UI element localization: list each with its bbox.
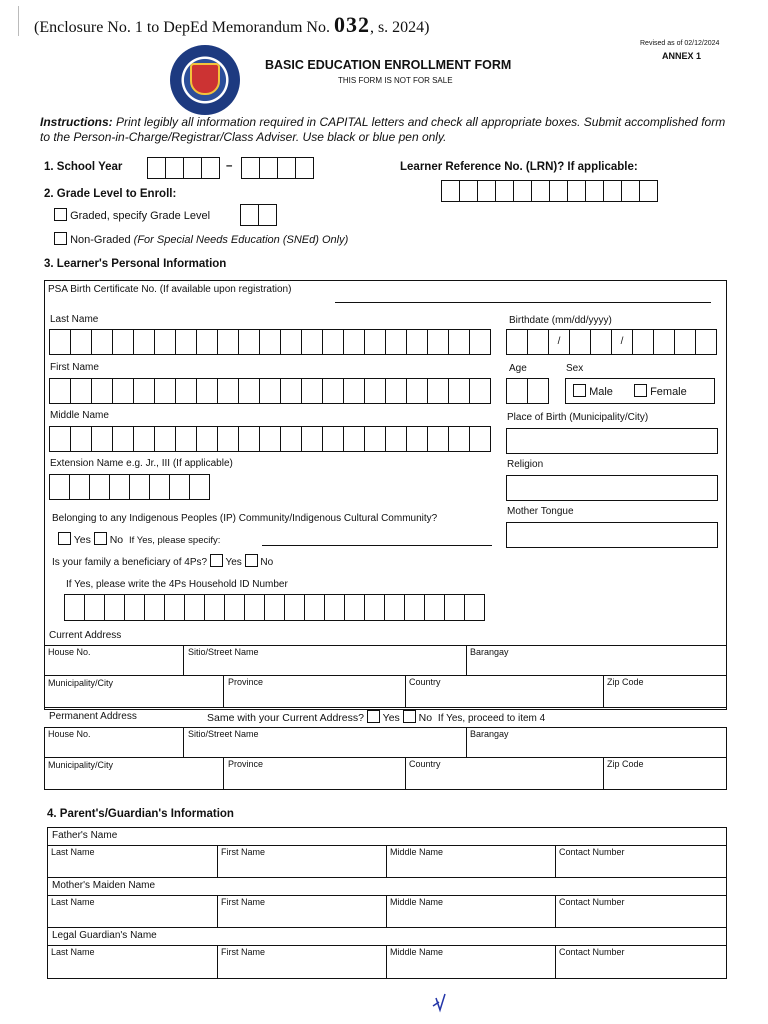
current-country-cell[interactable] bbox=[405, 675, 604, 708]
same-no-checkbox[interactable] bbox=[403, 710, 416, 723]
permanent-address-label: Permanent Address bbox=[49, 711, 137, 722]
mother-tongue-label: Mother Tongue bbox=[507, 506, 574, 517]
religion-label: Religion bbox=[507, 459, 544, 470]
mother-middle-label: Middle Name bbox=[390, 897, 444, 907]
male-checkbox[interactable] bbox=[573, 384, 586, 397]
current-street-label: Sitio/Street Name bbox=[188, 647, 259, 657]
permanent-province-cell[interactable] bbox=[223, 757, 406, 790]
annex-label: ANNEX 1 bbox=[662, 51, 702, 61]
current-barangay-label: Barangay bbox=[470, 647, 509, 657]
permanent-province-label: Province bbox=[228, 759, 264, 769]
form-subtitle: THIS FORM IS NOT FOR SALE bbox=[338, 76, 453, 85]
mother-last-cell[interactable] bbox=[47, 895, 218, 928]
last-name-label: Last Name bbox=[50, 314, 99, 325]
permanent-zip-label: Zip Code bbox=[607, 759, 644, 769]
grade-level-label: 2. Grade Level to Enroll: bbox=[44, 188, 177, 200]
fourps-id-boxes[interactable] bbox=[65, 594, 485, 621]
birthdate-label: Birthdate (mm/dd/yyyy) bbox=[509, 315, 612, 326]
current-municipality-label: Municipality/City bbox=[48, 678, 114, 688]
permanent-barangay-cell[interactable] bbox=[466, 727, 727, 758]
permanent-house-label: House No. bbox=[48, 729, 91, 739]
ip-no-label: No bbox=[109, 534, 124, 546]
mother-contact-cell[interactable] bbox=[555, 895, 727, 928]
age-boxes[interactable] bbox=[507, 378, 549, 404]
mother-header bbox=[47, 877, 727, 896]
mother-last-label: Last Name bbox=[51, 897, 95, 907]
pob-field[interactable] bbox=[506, 428, 718, 454]
same-yes-label: Yes bbox=[382, 712, 400, 724]
current-address-label: Current Address bbox=[49, 630, 122, 641]
enclosure-line bbox=[34, 12, 430, 38]
female-option bbox=[634, 384, 687, 398]
extension-boxes[interactable] bbox=[50, 474, 210, 500]
extension-label: Extension Name e.g. Jr., III (If applicable) bbox=[50, 458, 233, 469]
initial-mark-icon bbox=[430, 992, 450, 1014]
year-dash: – bbox=[226, 160, 233, 172]
ip-yes-checkbox[interactable] bbox=[58, 532, 71, 545]
graded-option bbox=[54, 208, 210, 222]
school-year-label: 1. School Year bbox=[44, 161, 123, 173]
graded-checkbox[interactable] bbox=[54, 208, 67, 221]
father-contact-cell[interactable] bbox=[555, 845, 727, 878]
nongraded-label: Non-Graded bbox=[70, 234, 131, 246]
current-house-label: House No. bbox=[48, 647, 91, 657]
father-last-cell[interactable] bbox=[47, 845, 218, 878]
middle-name-boxes[interactable] bbox=[50, 426, 491, 452]
birthdate-slash-1: / bbox=[548, 329, 570, 355]
current-country-label: Country bbox=[409, 677, 441, 687]
father-header bbox=[47, 827, 727, 846]
first-name-boxes[interactable] bbox=[50, 378, 491, 404]
first-name-label: First Name bbox=[50, 362, 99, 373]
guardian-first-label: First Name bbox=[221, 947, 266, 957]
age-label: Age bbox=[509, 363, 527, 374]
psa-line[interactable] bbox=[335, 302, 711, 303]
guardian-middle-cell[interactable] bbox=[386, 945, 556, 979]
school-year-start-boxes[interactable] bbox=[148, 157, 220, 179]
parents-table bbox=[47, 827, 727, 979]
permanent-municipality-cell[interactable] bbox=[44, 757, 224, 790]
mother-middle-cell[interactable] bbox=[386, 895, 556, 928]
permanent-street-label: Sitio/Street Name bbox=[188, 729, 259, 739]
guardian-middle-label: Middle Name bbox=[390, 947, 444, 957]
permanent-address-grid bbox=[44, 727, 727, 790]
current-address-grid bbox=[44, 645, 727, 708]
fourps-id-label: If Yes, please write the 4Ps Household ID Number bbox=[66, 579, 288, 590]
permanent-house-cell[interactable] bbox=[44, 727, 184, 758]
lrn-label: Learner Reference No. (LRN)? If applicable: bbox=[400, 161, 638, 173]
sex-label: Sex bbox=[566, 363, 584, 374]
current-zip-cell[interactable] bbox=[603, 675, 727, 708]
religion-field[interactable] bbox=[506, 475, 718, 501]
last-name-boxes[interactable] bbox=[50, 329, 491, 355]
permanent-zip-cell[interactable] bbox=[603, 757, 727, 790]
ip-specify-label: If Yes, please specify: bbox=[129, 535, 221, 546]
same-address-question: Same with your Current Address? bbox=[207, 712, 364, 724]
instructions-body: Print legibly all information required in CAPITAL letters and check all appropriate boxes. Submit accomplished form to the Person-in-Charge/Registrar/Class Adviser. Use black or blue pen only. bbox=[40, 115, 726, 144]
fourps-question: Is your family a beneficiary of 4Ps? bbox=[52, 557, 208, 568]
female-label: Female bbox=[650, 386, 687, 398]
ip-no-checkbox[interactable] bbox=[94, 532, 107, 545]
ip-yes-label: Yes bbox=[73, 534, 91, 546]
current-province-cell[interactable] bbox=[223, 675, 406, 708]
middle-name-label: Middle Name bbox=[50, 410, 109, 421]
psa-label: PSA Birth Certificate No. (If available upon registration) bbox=[48, 284, 292, 295]
section4-title: 4. Parent's/Guardian's Information bbox=[47, 808, 234, 820]
instructions-lead: Instructions: bbox=[40, 115, 113, 129]
fourps-no-label: No bbox=[260, 557, 274, 568]
same-address-row bbox=[207, 710, 545, 724]
father-label: Father's Name bbox=[52, 830, 118, 841]
nongraded-option bbox=[54, 232, 348, 246]
proceed-note: If Yes, proceed to item 4 bbox=[437, 713, 546, 724]
nongraded-checkbox[interactable] bbox=[54, 232, 67, 245]
school-year-end-boxes[interactable] bbox=[242, 157, 314, 179]
current-barangay-cell[interactable] bbox=[466, 645, 727, 676]
birthdate-slash-2: / bbox=[611, 329, 633, 355]
sex-box bbox=[565, 378, 715, 404]
guardian-first-cell[interactable] bbox=[217, 945, 387, 979]
grade-level-boxes[interactable] bbox=[241, 204, 277, 226]
mother-first-label: First Name bbox=[221, 897, 266, 907]
mother-contact-label: Contact Number bbox=[559, 897, 625, 907]
mother-label: Mother's Maiden Name bbox=[52, 880, 156, 891]
lrn-boxes[interactable] bbox=[442, 180, 658, 202]
permanent-street-cell[interactable] bbox=[183, 727, 467, 758]
nongraded-note: (For Special Needs Education (SNEd) Only) bbox=[130, 234, 349, 246]
current-province-label: Province bbox=[228, 677, 264, 687]
guardian-last-cell[interactable] bbox=[47, 945, 218, 979]
father-first-cell[interactable] bbox=[217, 845, 387, 878]
male-label: Male bbox=[589, 386, 613, 398]
permanent-barangay-label: Barangay bbox=[470, 729, 509, 739]
current-municipality-cell[interactable] bbox=[44, 675, 224, 708]
guardian-contact-cell[interactable] bbox=[555, 945, 727, 979]
guardian-label: Legal Guardian's Name bbox=[52, 930, 157, 941]
mother-first-cell[interactable] bbox=[217, 895, 387, 928]
guardian-header bbox=[47, 927, 727, 946]
graded-label: Graded, specify Grade Level bbox=[70, 210, 211, 222]
memo-number: 032 bbox=[333, 12, 370, 37]
fourps-yes-checkbox[interactable] bbox=[210, 554, 223, 567]
pob-label: Place of Birth (Municipality/City) bbox=[507, 412, 649, 423]
ip-question: Belonging to any Indigenous Peoples (IP) Community/Indigenous Cultural Community? bbox=[52, 513, 438, 524]
permanent-country-label: Country bbox=[409, 759, 441, 769]
ip-specify-line[interactable] bbox=[262, 545, 492, 546]
fourps-row bbox=[52, 554, 273, 568]
revision-date: Revised as of 02/12/2024 bbox=[640, 40, 720, 47]
form-title: BASIC EDUCATION ENROLLMENT FORM bbox=[265, 58, 512, 72]
enclosure-year: , s. 2024) bbox=[369, 19, 430, 36]
same-yes-checkbox[interactable] bbox=[367, 710, 380, 723]
instructions bbox=[40, 115, 730, 145]
ip-answer-row bbox=[58, 532, 220, 546]
father-middle-cell[interactable] bbox=[386, 845, 556, 878]
permanent-municipality-label: Municipality/City bbox=[48, 760, 114, 770]
father-last-label: Last Name bbox=[51, 847, 95, 857]
fourps-no-checkbox[interactable] bbox=[245, 554, 258, 567]
deped-seal-icon bbox=[170, 45, 240, 115]
current-house-cell[interactable] bbox=[44, 645, 184, 676]
fourps-yes-label: Yes bbox=[225, 557, 242, 568]
current-street-cell[interactable] bbox=[183, 645, 467, 676]
father-middle-label: Middle Name bbox=[390, 847, 444, 857]
guardian-last-label: Last Name bbox=[51, 947, 95, 957]
father-contact-label: Contact Number bbox=[559, 847, 625, 857]
enclosure-text: (Enclosure No. 1 to DepEd Memorandum No. bbox=[34, 19, 334, 36]
margin-mark bbox=[18, 6, 19, 36]
same-no-label: No bbox=[418, 712, 433, 724]
birthdate-boxes[interactable] bbox=[507, 329, 717, 355]
guardian-contact-label: Contact Number bbox=[559, 947, 625, 957]
female-checkbox[interactable] bbox=[634, 384, 647, 397]
male-option bbox=[573, 384, 613, 398]
section3-title: 3. Learner's Personal Information bbox=[44, 258, 227, 270]
mother-tongue-field[interactable] bbox=[506, 522, 718, 548]
father-first-label: First Name bbox=[221, 847, 266, 857]
permanent-country-cell[interactable] bbox=[405, 757, 604, 790]
current-zip-label: Zip Code bbox=[607, 677, 644, 687]
